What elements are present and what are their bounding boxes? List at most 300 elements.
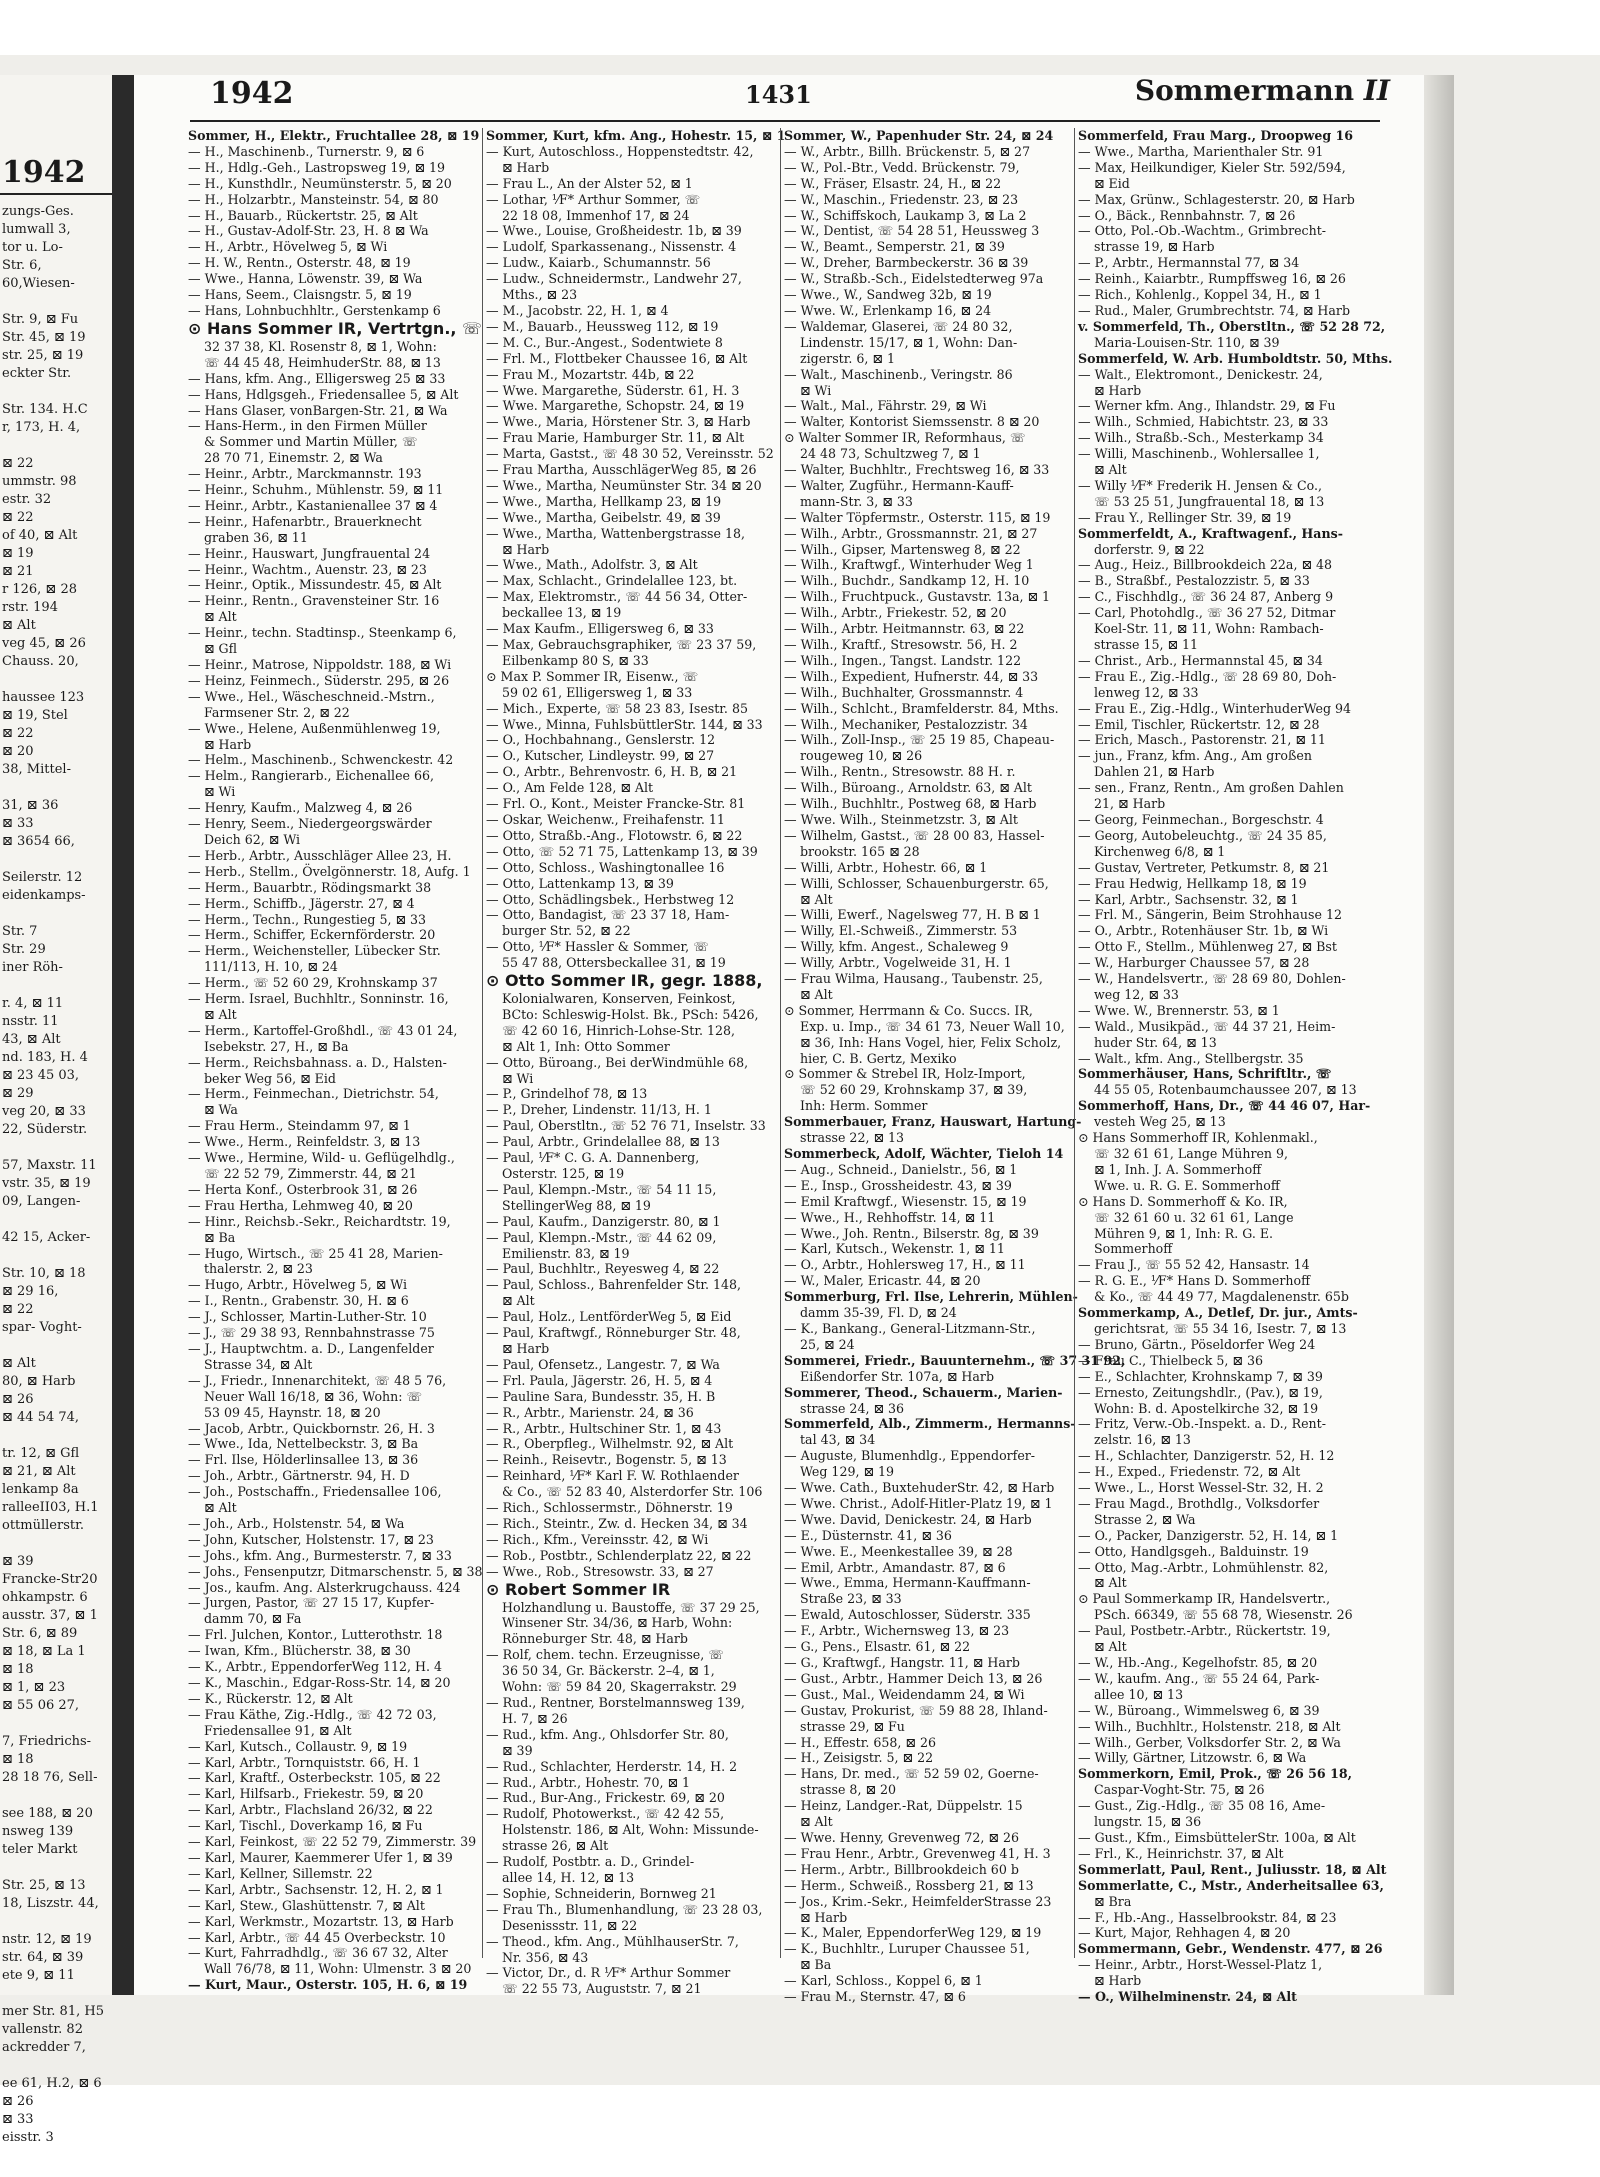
directory-entry-line: Friedensallee 91, ⊠ Alt (204, 1722, 352, 1738)
directory-entry-line: — Wwe. E., Meenkestallee 39, ⊠ 28 (784, 1543, 1013, 1559)
directory-entry-line: ☏ 53 25 51, Jungfrauental 18, ⊠ 13 (1094, 493, 1325, 509)
directory-entry-line: 32 37 38, Kl. Rosenstr 8, ⊠ 1, Wohn: (204, 338, 437, 354)
directory-entry-line: strasse 24, ⊠ 36 (800, 1400, 905, 1416)
directory-entry-line: — Wwe. Christ., Adolf-Hitler-Platz 19, ⊠ 1 (784, 1495, 1053, 1511)
directory-entry-line: — Henry, Seem., Niedergeorgswärder (188, 816, 432, 832)
directory-entry-line: ☏ 32 61 61, Lange Mühren 9, (1094, 1146, 1289, 1161)
left-page-line (2, 437, 110, 455)
left-page-line: see 188, ⊠ 20 (2, 1806, 93, 1821)
directory-entry-line: — Otto, Schädlingsbek., Herbstweg 12 (486, 891, 735, 907)
directory-entry-line: — Wilh., Schmied, Habichtstr. 23, ⊠ 33 (1078, 414, 1329, 430)
directory-entry-line: — W., Maler, Ericastr. 44, ⊠ 20 (784, 1273, 981, 1289)
directory-entry-line: ⊠ Alt (204, 609, 237, 625)
directory-entry-line: damm 35-39, Fl. D, ⊠ 24 (800, 1305, 957, 1321)
directory-entry-line: hier, C. B. Gertz, Mexiko (800, 1050, 957, 1066)
left-page-line: ⊠ 26 (2, 2094, 34, 2109)
left-page-line: vallenstr. 82 (2, 2022, 83, 2037)
directory-entry-line: 44 55 05, Rotenbaumchaussee 207, ⊠ 13 (1094, 1082, 1357, 1098)
directory-entry-line: — Ludw., Schneidermstr., Landwehr 27, (486, 271, 742, 287)
directory-entry-line: — R., Arbtr., Marienstr. 24, ⊠ 36 (486, 1404, 694, 1420)
left-page-line: Str. 29 (2, 942, 46, 957)
left-page-line (2, 1535, 110, 1553)
directory-entry-line: Strasse 34, ⊠ Alt (204, 1356, 313, 1372)
directory-entry-line: — Wwe. David, Denickestr. 24, ⊠ Harb (784, 1511, 1032, 1527)
column-3 (784, 128, 1126, 2005)
directory-entry-line: Kolonialwaren, Konserven, Feinkost, (502, 991, 736, 1007)
directory-entry-line: — Wwe. Wilh., Steinmetzstr. 3, ⊠ Alt (784, 811, 1018, 827)
directory-entry-line: — H., Exped., Friedenstr. 72, ⊠ Alt (1078, 1464, 1301, 1480)
directory-entry-line: — Rud., Bur-Ang., Frickestr. 69, ⊠ 20 (486, 1790, 725, 1806)
left-page-line (2, 383, 110, 401)
column-divider (780, 128, 781, 1958)
directory-entry-line: — Hinr., Reichsb.-Sekr., Reichardtstr. 19, (188, 1213, 451, 1229)
directory-entry-line: — Paul, Arbtr., Grindelallee 88, ⊠ 13 (486, 1134, 720, 1150)
left-page-line: 42 15, Acker- (2, 1230, 91, 1245)
left-page-line (2, 1859, 110, 1877)
directory-entry-line: Sommerhoff, Hans, Dr., ☏ 44 46 07, Har- (1078, 1098, 1371, 1114)
directory-entry-line: — H., Kunsthdlr., Neumünsterstr. 5, ⊠ 20 (188, 175, 452, 191)
directory-entry-line: strasse 15, ⊠ 11 (1094, 637, 1199, 652)
running-head-volume: II (1363, 74, 1390, 107)
directory-entry-line: — Walt., Mal., Fährstr. 29, ⊠ Wi (784, 398, 987, 414)
directory-entry-line: — Gust., Kfm., EimsbüttelerStr. 100a, ⊠ Alt (1078, 1829, 1356, 1845)
directory-entry-line: — Paul, ⅟F* C. G. A. Dannenberg, (486, 1150, 700, 1166)
directory-entry-line: — P., Grindelhof 78, ⊠ 13 (486, 1086, 648, 1102)
left-page-line: ee 61, H.2, ⊠ 6 (2, 2076, 102, 2091)
directory-entry-line: — P., Arbtr., Hermannstal 77, ⊠ 34 (1078, 255, 1300, 271)
directory-entry-line: — Karl, Arbtr., Tornquiststr. 66, H. 1 (188, 1754, 421, 1770)
directory-entry-line: — K., Maschin., Edgar-Ross-Str. 14, ⊠ 20 (188, 1675, 451, 1690)
directory-entry-line: — Helm., Maschinenb., Schwenckestr. 42 (188, 752, 454, 768)
directory-entry-line: ⊠ Harb (502, 1340, 550, 1356)
directory-entry-line: ⊠ Harb (502, 159, 550, 175)
left-page-line: ⊠ 22 (2, 1302, 34, 1317)
directory-entry-line: ☏ 42 60 16, Hinrich-Lohse-Str. 128, (502, 1022, 736, 1038)
directory-entry-line: — Frau Y., Rellinger Str. 39, ⊠ 19 (1078, 509, 1292, 525)
directory-entry-line: Kirchenweg 6/8, ⊠ 1 (1094, 843, 1226, 859)
directory-entry-line: Isebekstr. 27, H., ⊠ Ba (204, 1038, 349, 1054)
directory-entry-line: — Willy ⅟F* Frederik H. Jensen & Co., (1078, 477, 1322, 493)
directory-entry-line: Sommerkorn, Emil, Prok., ☏ 26 56 18, (1078, 1766, 1352, 1782)
directory-entry-line: ⊠ Harb (800, 1909, 848, 1925)
directory-entry-line: — Joh., Arb., Holstenstr. 54, ⊠ Wa (188, 1515, 405, 1531)
left-page-line: Str. 25, ⊠ 13 (2, 1878, 86, 1893)
directory-entry-line: — K., Bankang., General-Litzmann-Str., (784, 1320, 1036, 1336)
left-page-line: ummstr. 98 (2, 474, 77, 489)
directory-entry-line: rougeweg 10, ⊠ 26 (800, 748, 923, 764)
directory-entry-line: — W., Beamt., Semperstr. 21, ⊠ 39 (784, 239, 1005, 255)
directory-entry-line: beckallee 13, ⊠ 19 (502, 605, 622, 621)
directory-entry-line: — Willi, Ewerf., Nagelsweg 77, H. B ⊠ 1 (784, 907, 1041, 923)
directory-entry-line: ⊠ Alt (1094, 1575, 1127, 1591)
directory-entry-line: — Frl., K., Heinrichstr. 37, ⊠ Alt (1078, 1845, 1284, 1861)
directory-entry-line: — Otto, Mag.-Arbtr., Lohmühlenstr. 82, (1078, 1559, 1329, 1575)
left-page-line: 7, Friedrichs- (2, 1734, 92, 1749)
directory-entry-line: — Herm., Techn., Rungestieg 5, ⊠ 33 (188, 911, 427, 927)
directory-entry-line: — Rich., Kohlenlg., Koppel 34, H., ⊠ 1 (1078, 287, 1322, 303)
left-page-line: str. 25, ⊠ 19 (2, 348, 84, 363)
directory-entry-line: — Gust., Mal., Weidendamm 24, ⊠ Wi (784, 1686, 1025, 1702)
directory-entry-line: — Wwe. W., Brennerstr. 53, ⊠ 1 (1078, 1002, 1280, 1018)
directory-entry-line: — H., Effestr. 658, ⊠ 26 (784, 1734, 936, 1750)
directory-entry-line: StellingerWeg 88, ⊠ 19 (502, 1197, 651, 1213)
directory-entry-line: mann-Str. 3, ⊠ 33 (800, 493, 913, 509)
directory-entry-line: — O., Arbtr., Behrenvostr. 6, H. B, ⊠ 21 (486, 764, 738, 780)
directory-entry-line: Sommerkamp, A., Detlef, Dr. jur., Amts- (1078, 1305, 1358, 1321)
directory-entry-line: — Wilh., Buchhalter, Grossmannstr. 4 (784, 684, 1024, 700)
directory-entry-line: — Frau Wilma, Hausang., Taubenstr. 25, (784, 971, 1043, 987)
directory-entry-line: — Max, Gebrauchsgraphiker, ☏ 23 37 59, (486, 637, 757, 652)
left-page-line: Str. 10, ⊠ 18 (2, 1266, 86, 1281)
directory-entry-line: ⊠ Alt (502, 1293, 535, 1309)
directory-entry-line: — Frau Marie, Hamburger Str. 11, ⊠ Alt (486, 430, 745, 446)
directory-entry-line: — Wilh., Buchhltr., Holstenstr. 218, ⊠ Alt (1078, 1718, 1341, 1734)
directory-entry-line: — Carl, Photohdlg., ☏ 36 27 52, Ditmar (1078, 605, 1336, 621)
directory-entry-line: — Willy, Arbtr., Vogelweide 31, H. 1 (784, 955, 1012, 971)
directory-entry-line: — Frl. O., Kont., Meister Francke-Str. 81 (486, 796, 746, 812)
directory-entry-line: — Lothar, ⅟F* Arthur Sommer, ☏ (486, 191, 701, 207)
directory-entry-line: Sommerburg, Frl. Ilse, Lehrerin, Mühlen- (784, 1289, 1078, 1305)
directory-entry-line: — Henry, Kaufm., Malzweg 4, ⊠ 26 (188, 800, 413, 816)
directory-entry-line: ⊙ Paul Sommerkamp IR, Handelsvertr., (1078, 1591, 1331, 1607)
directory-entry-line: — Heinz, Feinmech., Süderstr. 295, ⊠ 26 (188, 672, 450, 688)
directory-entry-line: — Frau Henr., Arbtr., Grevenweg 41, H. 3 (784, 1845, 1051, 1861)
directory-entry-line: — Rud., Arbtr., Hohestr. 70, ⊠ 1 (486, 1774, 691, 1790)
directory-entry-line: — Walter, Buchhltr., Frechtsweg 16, ⊠ 33 (784, 462, 1050, 478)
directory-entry-line: — M., Jacobstr. 22, H. 1, ⊠ 4 (486, 302, 669, 318)
directory-entry-line: — Rich., Schlossermstr., Döhnerstr. 19 (486, 1500, 733, 1516)
left-page-line: ete 9, ⊠ 11 (2, 1968, 75, 1983)
directory-entry-line: — W., kaufm. Ang., ☏ 55 24 64, Park- (1078, 1670, 1320, 1686)
directory-entry-line: ⊙ Otto Sommer IR, gegr. 1888, (486, 971, 763, 991)
directory-entry-line: ⊙ Walter Sommer IR, Reformhaus, ☏ (784, 430, 1026, 446)
directory-entry-line: — Kurt, Major, Rehhagen 4, ⊠ 20 (1078, 1925, 1291, 1941)
directory-entry-line: — C., Fischhdlg., ☏ 36 24 87, Anberg 9 (1078, 589, 1334, 605)
directory-entry-line: — Frl. Ilse, Hölderlinsallee 13, ⊠ 36 (188, 1452, 419, 1468)
directory-entry-line: — Wilhelm, Gastst., ☏ 28 00 83, Hassel- (784, 827, 1045, 843)
directory-entry-line: 25, ⊠ 24 (800, 1336, 855, 1352)
column-divider (482, 128, 483, 1958)
directory-entry-line: — Paul, Postbetr.-Arbtr., Rückertstr. 19, (1078, 1623, 1331, 1639)
directory-entry-line: — Ludw., Kaiarb., Schumannstr. 56 (486, 255, 711, 271)
directory-entry-line: — Rud., Maler, Grumbrechtstr. 74, ⊠ Harb (1078, 302, 1351, 318)
directory-entry-line: — Frau Martha, AusschlägerWeg 85, ⊠ 26 (486, 462, 757, 478)
directory-entry-line: — Jacob, Arbtr., Quickbornstr. 26, H. 3 (188, 1420, 435, 1436)
directory-entry-line: — Otto, Pol.-Ob.-Wachtm., Grimbrecht- (1078, 223, 1327, 239)
directory-entry-line: allee 14, H. 12, ⊠ 13 (502, 1869, 635, 1885)
left-page-line: rstr. 194 (2, 600, 58, 615)
directory-entry-line: — Wilh., Arbtr., Grossmannstr. 21, ⊠ 27 (784, 525, 1038, 541)
directory-entry-line: Exp. u. Imp., ☏ 34 61 73, Neuer Wall 10, (800, 1018, 1065, 1034)
directory-entry-line: ⊠ Alt (1094, 1639, 1127, 1655)
directory-entry-line: — K., Arbtr., EppendorferWeg 112, H. 4 (188, 1659, 443, 1675)
directory-entry-line: lenweg 12, ⊠ 33 (1094, 684, 1199, 700)
directory-entry-line: ⊠ Wi (204, 784, 236, 800)
directory-entry-line: — Frau M., Mozartstr. 44b, ⊠ 22 (486, 366, 695, 382)
directory-entry-line: — Otto, Straßb.-Ang., Flotowstr. 6, ⊠ 22 (486, 827, 743, 843)
directory-entry-line: — Frau J., ☏ 55 52 42, Hansastr. 14 (1078, 1257, 1310, 1273)
directory-entry-line: — Herm., Kartoffel-Großhdl., ☏ 43 01 24, (188, 1022, 458, 1038)
directory-entry-line: — Heinz, Landger.-Rat, Düppelstr. 15 (784, 1798, 1023, 1814)
directory-entry-line: 53 09 45, Haynstr. 18, ⊠ 20 (204, 1404, 381, 1420)
directory-entry-line: — Herta Konf., Osterbrook 31, ⊠ 26 (188, 1181, 418, 1197)
directory-entry-line: Mühren 9, ⊠ 1, Inh: R. G. E. (1094, 1225, 1274, 1241)
directory-entry-line: — Rudolf, Photowerkst., ☏ 42 42 55, (486, 1806, 725, 1822)
directory-entry-line: — Wwe., Louise, Großheidestr. 1b, ⊠ 39 (486, 223, 742, 239)
left-page-line: of 40, ⊠ Alt (2, 528, 78, 543)
directory-entry-line: — O., Kutscher, Lindleystr. 99, ⊠ 27 (486, 748, 715, 764)
directory-entry-line: 55 47 88, Ottersbeckallee 31, ⊠ 19 (502, 955, 726, 971)
directory-entry-line: — Herm., Schiffer, Eckernförderstr. 20 (188, 927, 436, 943)
left-page-line: ⊠ 18 (2, 1662, 34, 1677)
directory-entry-line: — H., Holzarbtr., Mansteinstr. 54, ⊠ 80 (188, 191, 439, 207)
directory-entry-line: — Karl, Tischl., Doverkamp 16, ⊠ Fu (188, 1818, 423, 1834)
left-page-line: Str. 45, ⊠ 19 (2, 330, 86, 345)
directory-entry-line: ⊠ Alt (800, 891, 833, 907)
left-page-line (2, 2057, 110, 2075)
directory-entry-line: — Hugo, Wirtsch., ☏ 25 41 28, Marien- (188, 1245, 443, 1261)
directory-entry-line: Holstenstr. 186, ⊠ Alt, Wohn: Missunde- (502, 1822, 759, 1838)
directory-entry-line: 111/113, H. 10, ⊠ 24 (204, 959, 338, 975)
left-page-line: ⊠ 18 (2, 1752, 34, 1767)
left-page-line: 80, ⊠ Harb (2, 1374, 76, 1389)
directory-entry-line: 24 48 73, Schultzweg 7, ⊠ 1 (800, 446, 981, 462)
directory-entry-line: — E., Schlachter, Krohnskamp 7, ⊠ 39 (1078, 1368, 1323, 1384)
directory-entry-line: — Max, Schlacht., Grindelallee 123, bt. (486, 573, 738, 589)
directory-entry-line: — Wwe. Margarethe, Süderstr. 61, H. 3 (486, 382, 740, 398)
directory-entry-line: — I., Rentn., Grabenstr. 30, H. ⊠ 6 (188, 1293, 409, 1309)
directory-entry-line: — Frau L., An der Alster 52, ⊠ 1 (486, 175, 693, 191)
directory-entry-line: — Wilh., Gerber, Volksdorfer Str. 2, ⊠ Wa (1078, 1734, 1341, 1750)
directory-entry-line: 28 70 71, Einemstr. 2, ⊠ Wa (204, 450, 383, 466)
directory-entry-line: H. 7, ⊠ 26 (502, 1710, 568, 1726)
directory-entry-line: ⊠ Harb (204, 736, 252, 752)
directory-entry-line: Farmsener Str. 2, ⊠ 22 (204, 704, 350, 720)
directory-entry-line: — Otto F., Stellm., Mühlenweg 27, ⊠ Bst (1078, 939, 1337, 955)
directory-entry-line: — Frl. M., Sängerin, Beim Strohhause 12 (1078, 907, 1342, 923)
directory-entry-line: Eilbenkamp 80 S, ⊠ 33 (502, 652, 649, 668)
directory-entry-line: brookstr. 165 ⊠ 28 (800, 843, 920, 859)
directory-entry-line: — Wilh., Expedient, Hufnerstr. 44, ⊠ 33 (784, 668, 1039, 684)
directory-entry-line: Sommerfeld, Alb., Zimmerm., Hermanns- (784, 1416, 1076, 1432)
directory-entry-line: — Hans, Dr. med., ☏ 52 59 02, Goerne- (784, 1766, 1039, 1782)
left-page-line: spar- Voght- (2, 1320, 82, 1335)
directory-entry-line: — F., Hb.-Ang., Hasselbrookstr. 84, ⊠ 23 (1078, 1909, 1337, 1925)
directory-entry-line: — Wwe., Joh. Rentn., Bilserstr. 8g, ⊠ 39 (784, 1225, 1039, 1241)
directory-entry-line: — J., Schlosser, Martin-Luther-Str. 10 (188, 1309, 427, 1325)
directory-entry-line: — Paul, Oberstltn., ☏ 52 76 71, Inselstr. 33 (486, 1118, 766, 1134)
directory-entry-line: ☏ 22 52 79, Zimmerstr. 44, ⊠ 21 (204, 1166, 417, 1181)
directory-entry-line: — H., Maschinenb., Turnerstr. 9, ⊠ 6 (188, 143, 425, 159)
directory-entry-line: — Gust., Arbtr., Hammer Deich 13, ⊠ 26 (784, 1670, 1043, 1686)
directory-entry-line: — Karl, Kraftf., Osterbeckstr. 105, ⊠ 22 (188, 1770, 441, 1786)
directory-entry-line: — Iwan, Kfm., Blücherstr. 38, ⊠ 30 (188, 1643, 411, 1659)
directory-entry-line: — Willi, Arbtr., Hohestr. 66, ⊠ 1 (784, 859, 988, 875)
directory-entry-line: — B., Straßbf., Pestalozzistr. 5, ⊠ 33 (1078, 573, 1310, 589)
directory-entry-line: — Wwe., Math., Adolfstr. 3, ⊠ Alt (486, 557, 698, 573)
directory-entry-line: — J., ☏ 29 38 93, Rennbahnstrasse 75 (188, 1325, 435, 1341)
directory-entry-line: — P., Dreher, Lindenstr. 11/13, H. 1 (486, 1102, 712, 1118)
directory-entry-line: — Wwe., Ida, Nettelbeckstr. 3, ⊠ Ba (188, 1436, 419, 1452)
directory-entry-line: — Otto, Handlgsgeh., Balduinstr. 19 (1078, 1543, 1309, 1559)
directory-entry-line: Sommerfeld, Frau Marg., Droopweg 16 (1078, 128, 1354, 143)
directory-entry-line: ⊙ Hans D. Sommerhoff & Ko. IR, (1078, 1193, 1288, 1209)
directory-entry-line: — W., Pol.-Btr., Vedd. Brückenstr. 79, (784, 159, 1020, 175)
directory-entry-line: dorferstr. 9, ⊠ 22 (1094, 541, 1205, 557)
directory-entry-line: — Karl, Schloss., Koppel 6, ⊠ 1 (784, 1973, 983, 1989)
directory-entry-line: — Herm., Schweiß., Rossberg 21, ⊠ 13 (784, 1877, 1034, 1893)
directory-entry-line: — Wilh., Ingen., Tangst. Landstr. 122 (784, 652, 1022, 668)
directory-entry-line: — Walter Töpfermstr., Osterstr. 115, ⊠ 19 (784, 509, 1051, 525)
directory-entry-line: thalerstr. 2, ⊠ 23 (204, 1261, 313, 1277)
directory-entry-line: Weg 129, ⊠ 19 (800, 1464, 895, 1480)
directory-entry-line: — Wwe., Martha, Geibelstr. 49, ⊠ 39 (486, 509, 721, 525)
directory-entry-line: — Johs., kfm. Ang., Burmesterstr. 7, ⊠ 33 (188, 1547, 452, 1563)
directory-entry-line: — Herb., Stellm., Övelgönnerstr. 18, Aufg. 1 (188, 863, 471, 879)
directory-entry-line: — Otto, Lattenkamp 13, ⊠ 39 (486, 875, 674, 891)
directory-entry-line: ⊠ Alt (800, 986, 833, 1002)
directory-entry-line: — Rob., Postbtr., Schlenderplatz 22, ⊠ 22 (486, 1547, 752, 1563)
directory-entry-line: vesteh Weg 25, ⊠ 13 (1094, 1114, 1226, 1130)
directory-entry-line: — Wwe., Rob., Stresowstr. 33, ⊠ 27 (486, 1563, 714, 1579)
directory-entry-line: — Rud., Schlachter, Herderstr. 14, H. 2 (486, 1758, 738, 1774)
directory-entry-line: — Karl, Kutsch., Wekenstr. 1, ⊠ 11 (784, 1241, 1005, 1257)
directory-entry-line: — Wilh., Arbtr., Friekestr. 52, ⊠ 20 (784, 605, 1007, 621)
directory-entry-line: — Hans Glaser, vonBargen-Str. 21, ⊠ Wa (188, 402, 448, 418)
left-page-line: ⊠ 55 06 27, (2, 1698, 80, 1713)
directory-entry-line: Sommer, H., Elektr., Fruchtallee 28, ⊠ 19 (188, 128, 480, 143)
directory-entry-line: Sommerlatte, C., Mstr., Anderheitsallee 63, (1078, 1877, 1384, 1893)
directory-entry-line: — R., Oberpfleg., Wilhelmstr. 92, ⊠ Alt (486, 1436, 734, 1452)
directory-entry-line: Sommerei, Friedr., Bauunternehm., ☏ 37 31 92, (784, 1352, 1126, 1368)
directory-entry-line: — Heinr., Schuhm., Mühlenstr. 59, ⊠ 11 (188, 482, 444, 498)
directory-entry-line: — Frau Käthe, Zig.-Hdlg., ☏ 42 72 03, (188, 1706, 437, 1722)
left-page-line: ⊠ 29 (2, 1086, 34, 1101)
left-page-line: ⊠ 22 (2, 726, 34, 741)
directory-entry-line: — Karl, Arbtr., Flachsland 26/32, ⊠ 22 (188, 1802, 433, 1818)
directory-entry-line: — Jos., kaufm. Ang. Alsterkrugchauss. 424 (188, 1579, 461, 1595)
directory-entry-line: — Wald., Musikpäd., ☏ 44 37 21, Heim- (1078, 1018, 1336, 1034)
directory-entry-line: — Karl, Maurer, Kaemmerer Ufer 1, ⊠ 39 (188, 1849, 453, 1865)
left-page-line: haussee 123 (2, 690, 85, 705)
directory-entry-line: — Max Kaufm., Elligersweg 6, ⊠ 33 (486, 621, 714, 637)
directory-entry-line: — Kurt, Maur., Osterstr. 105, H. 6, ⊠ 19 (188, 1977, 468, 1993)
left-page-line: ⊠ 33 (2, 2112, 34, 2127)
directory-entry-line: — Wilh., Fruchtpuck., Gustavstr. 13a, ⊠ 1 (784, 589, 1051, 605)
directory-entry-line: ⊠ Alt (800, 1814, 833, 1830)
directory-entry-line: ⊠ Wi (800, 382, 832, 398)
directory-entry-line: — Wilh., Zoll-Insp., ☏ 25 19 85, Chapeau- (784, 732, 1055, 748)
directory-entry-line: Wohn: B. d. Apostelkirche 32, ⊠ 19 (1094, 1400, 1319, 1416)
directory-entry-line: — Wwe., H., Rehhoffstr. 14, ⊠ 11 (784, 1209, 996, 1225)
directory-entry-line: — Rud., Rentner, Borstelmannsweg 139, (486, 1695, 745, 1710)
left-header-rule (0, 193, 112, 195)
directory-entry-line: — W., Hb.-Ang., Kegelhofstr. 85, ⊠ 20 (1078, 1655, 1318, 1670)
directory-entry-line: — O., Hochbahnang., Genslerstr. 12 (486, 732, 716, 748)
directory-entry-line: Sommer, Kurt, kfm. Ang., Hohestr. 15, ⊠ 1 (486, 128, 786, 143)
directory-entry-line: BCto: Schleswig-Holst. Bk., PSch: 5426, (502, 1006, 759, 1022)
directory-entry-line: — Fritz, Verw.-Ob.-Inspekt. a. D., Rent- (1078, 1416, 1326, 1432)
directory-entry-line: — Walter, Kontorist Siemssenstr. 8 ⊠ 20 (784, 414, 1040, 430)
directory-entry-line: — M. C., Bur.-Angest., Sodentwiete 8 (486, 334, 723, 350)
directory-entry-line: — Reinh., Kaiarbtr., Rumpffsweg 16, ⊠ 26 (1078, 271, 1346, 287)
directory-entry-line: ⊠ 36, Inh: Hans Vogel, hier, Felix Scholz, (800, 1034, 1062, 1050)
directory-entry-line: — O., Arbtr., Hohlersweg 17, H., ⊠ 11 (784, 1257, 1026, 1273)
directory-entry-line: — Frl. M., Flottbeker Chaussee 16, ⊠ Alt (486, 350, 748, 366)
directory-entry-line: & Co., ☏ 52 83 40, Alsterdorfer Str. 106 (502, 1484, 763, 1500)
directory-entry-line: — Wilh., Rentn., Stresowstr. 88 H. r. (784, 764, 1016, 780)
directory-entry-line: Sommerlatt, Paul, Rent., Juliusstr. 18, ⊠ Alt (1078, 1861, 1387, 1877)
directory-entry-line: — K., Maler, EppendorferWeg 129, ⊠ 19 (784, 1925, 1042, 1941)
directory-entry-line: — Hans, Hdlgsgeh., Friedensallee 5, ⊠ Alt (188, 386, 459, 402)
directory-entry-line: ⊠ Eid (1094, 175, 1130, 191)
directory-entry-line: — J., Hauptwchtm. a. D., Langenfelder (188, 1340, 434, 1356)
directory-entry-line: — Wwe., Maria, Hörstener Str. 3, ⊠ Harb (486, 414, 751, 430)
directory-entry-line: Dahlen 21, ⊠ Harb (1094, 764, 1215, 780)
directory-entry-line: zigerstr. 6, ⊠ 1 (800, 350, 895, 366)
directory-entry-line: — Hugo, Arbtr., Hövelweg 5, ⊠ Wi (188, 1277, 408, 1293)
directory-entry-line: — E., Insp., Grossheidestr. 43, ⊠ 39 (784, 1177, 1012, 1193)
left-page-line: 43, ⊠ Alt (2, 1032, 61, 1047)
directory-entry-line: — John, Kutscher, Holstenstr. 17, ⊠ 23 (188, 1531, 434, 1547)
directory-entry-line: — Karl, Kellner, Sillemstr. 22 (188, 1865, 373, 1881)
directory-entry-line: Maria-Louisen-Str. 110, ⊠ 39 (1094, 334, 1280, 350)
directory-entry-line: ⊠ Alt (1094, 462, 1127, 478)
left-page-line: ⊠ Alt (2, 618, 36, 633)
directory-entry-line: — Wilh., Schlcht., Bramfelderstr. 84, Mths. (784, 700, 1059, 716)
left-page-line: Chauss. 20, (2, 654, 79, 669)
directory-entry-line: — Herm., Bauarbtr., Rödingsmarkt 38 (188, 879, 432, 895)
directory-entry-line: ⊠ Bra (1094, 1893, 1132, 1909)
directory-entry-line: — Walt., Elektromont., Denickestr. 24, (1078, 366, 1323, 382)
directory-entry-line: 36 50 34, Gr. Bäckerstr. 2–4, ⊠ 1, (502, 1663, 715, 1679)
directory-entry-line: — Frau Magd., Brothdlg., Volksdorfer (1078, 1495, 1320, 1511)
left-page-line: lumwall 3, (2, 222, 71, 237)
directory-entry-line: — Walt., Maschinenb., Veringstr. 86 (784, 366, 1013, 382)
left-page-line: estr. 32 (2, 492, 52, 507)
directory-entry-line: — sen., Franz, Rentn., Am großen Dahlen (1078, 780, 1344, 796)
directory-entry-line: — Paul, Schloss., Bahrenfelder Str. 148, (486, 1277, 742, 1293)
directory-entry-line: — Ludolf, Sparkassenang., Nissenstr. 4 (486, 239, 737, 255)
left-page-line (2, 905, 110, 923)
directory-entry-line: — Willy, El.-Schweiß., Zimmerstr. 53 (784, 923, 1018, 939)
directory-entry-line: — Wilh., Gipser, Martensweg 8, ⊠ 22 (784, 541, 1021, 557)
directory-entry-line: — Christ., Arb., Hermannstal 45, ⊠ 34 (1078, 652, 1323, 668)
directory-entry-line: — Heinr., Hauswart, Jungfrauental 24 (188, 545, 431, 561)
directory-entry-line: ⊠ Harb (1094, 382, 1142, 398)
directory-entry-line: Koel-Str. 11, ⊠ 11, Wohn: Rambach- (1094, 621, 1324, 637)
directory-entry-line: & Ko., ☏ 44 49 77, Magdalenenstr. 65b (1094, 1289, 1349, 1305)
directory-entry-line: — Otto, ⅟F* Hassler & Sommer, ☏ (486, 939, 709, 955)
directory-entry-line: Wohn: ☏ 59 84 20, Skagerrakstr. 29 (502, 1679, 737, 1695)
directory-entry-line: — Rich., Steintr., Zw. d. Hecken 34, ⊠ 34 (486, 1515, 748, 1531)
left-page-line: ⊠ 23 45 03, (2, 1068, 80, 1083)
directory-entry-line: — Frl. Paula, Jägerstr. 26, H. 5, ⊠ 4 (486, 1372, 713, 1388)
directory-entry-line: — Aug., Schneid., Danielstr., 56, ⊠ 1 (784, 1161, 1018, 1177)
directory-entry-line: — Georg, Autobeleuchtg., ☏ 24 35 85, (1078, 827, 1327, 843)
page-year: 1942 (210, 76, 294, 111)
left-page-line (2, 1715, 110, 1733)
directory-entry-line: — Karl, Feinkost, ☏ 22 52 79, Zimmerstr. 39 (188, 1834, 477, 1850)
directory-entry-line: — Wilh., Straßb.-Sch., Mesterkamp 34 (1078, 430, 1324, 446)
directory-entry-line: 22 18 08, Immenhof 17, ⊠ 24 (502, 207, 690, 223)
directory-entry-line: — Wwe. Margarethe, Schopstr. 24, ⊠ 19 (486, 398, 745, 414)
left-page-line: ⊠ 19, Stel (2, 708, 68, 723)
directory-entry-line: Strasse 2, ⊠ Wa (1094, 1511, 1196, 1527)
directory-entry-line: — Hans, Lohnbuchhltr., Gerstenkamp 6 (188, 302, 441, 318)
directory-entry-line: burger Str. 52, ⊠ 22 (502, 923, 631, 939)
left-page-line: vstr. 35, ⊠ 19 (2, 1176, 91, 1191)
